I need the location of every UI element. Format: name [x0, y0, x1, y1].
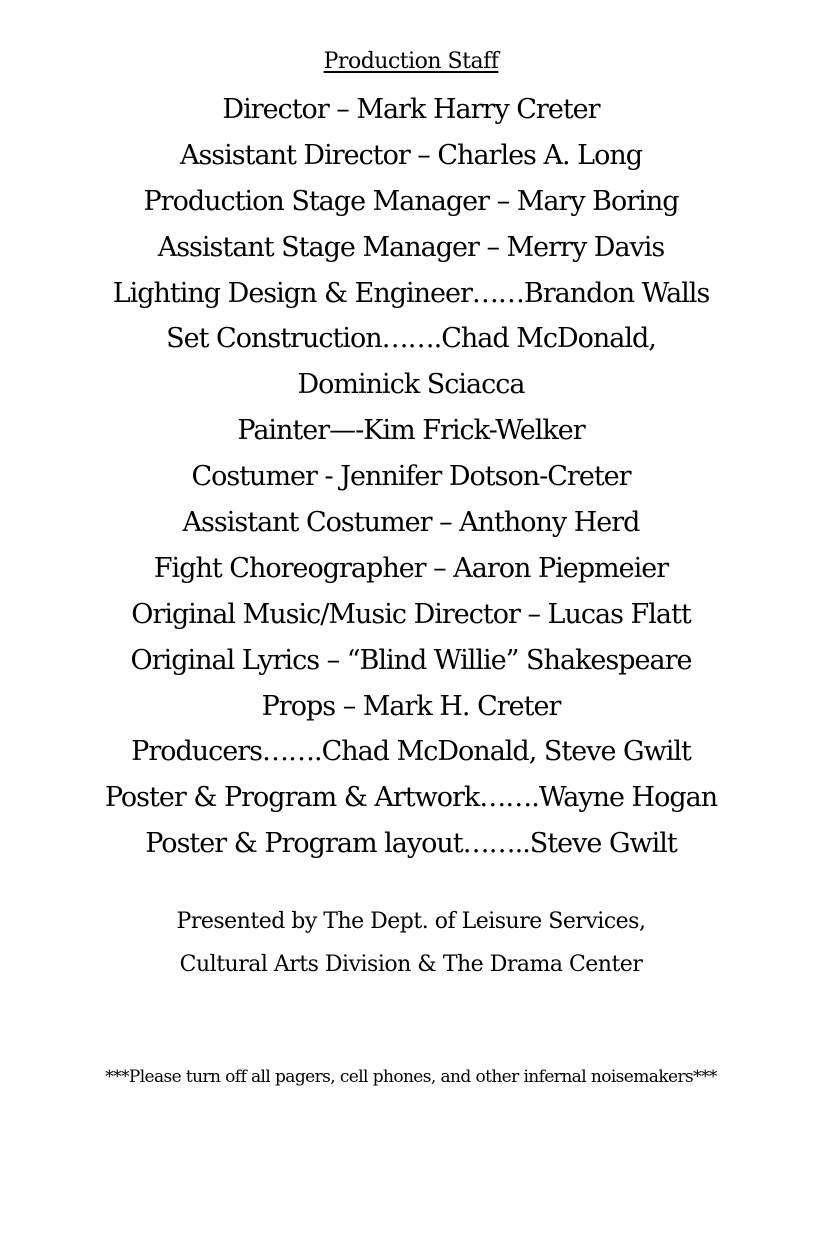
staff-line: Assistant Stage Manager – Merry Davis [157, 231, 665, 263]
staff-line: Painter—-Kim Frick-Welker [237, 415, 585, 447]
staff-line: Costumer - Jennifer Dotson-Creter [191, 461, 631, 493]
staff-line: Director – Mark Harry Creter [222, 94, 600, 125]
staff-line: Poster & Program layout……..Steve Gwilt [145, 828, 677, 860]
presented-by-line: Cultural Arts Division & The Drama Center [179, 952, 643, 977]
presented-by-block [0, 900, 822, 986]
noise-notice: ***Please turn off all pagers, cell phones, and other infernal noisemakers*** [105, 1067, 717, 1087]
section-heading-text: Production Staff [323, 49, 499, 74]
staff-line: Fight Choreographer – Aaron Piepmeier [153, 552, 669, 584]
staff-line: Original Lyrics – “Blind Willie” Shakespeare [130, 644, 692, 676]
staff-line: Assistant Director – Charles A. Long [179, 139, 643, 171]
presented-by-line: Presented by The Dept. of Leisure Services, [176, 909, 646, 934]
staff-line: Props – Mark H. Creter [261, 690, 561, 722]
staff-line: Production Stage Manager – Mary Boring [143, 185, 679, 217]
staff-line: Producers…….Chad McDonald, Steve Gwilt [131, 736, 691, 768]
staff-line: Original Music/Music Director – Lucas Flatt [131, 598, 691, 630]
staff-line: Poster & Program & Artwork…….Wayne Hogan [104, 782, 718, 814]
staff-line: Dominick Sciacca [297, 369, 525, 401]
staff-line: Assistant Costumer – Anthony Herd [182, 507, 640, 539]
staff-line: Set Construction…….Chad McDonald, [166, 323, 656, 355]
staff-line: Lighting Design & Engineer……Brandon Walls [112, 277, 710, 309]
section-heading [0, 44, 822, 80]
staff-list [0, 87, 822, 867]
